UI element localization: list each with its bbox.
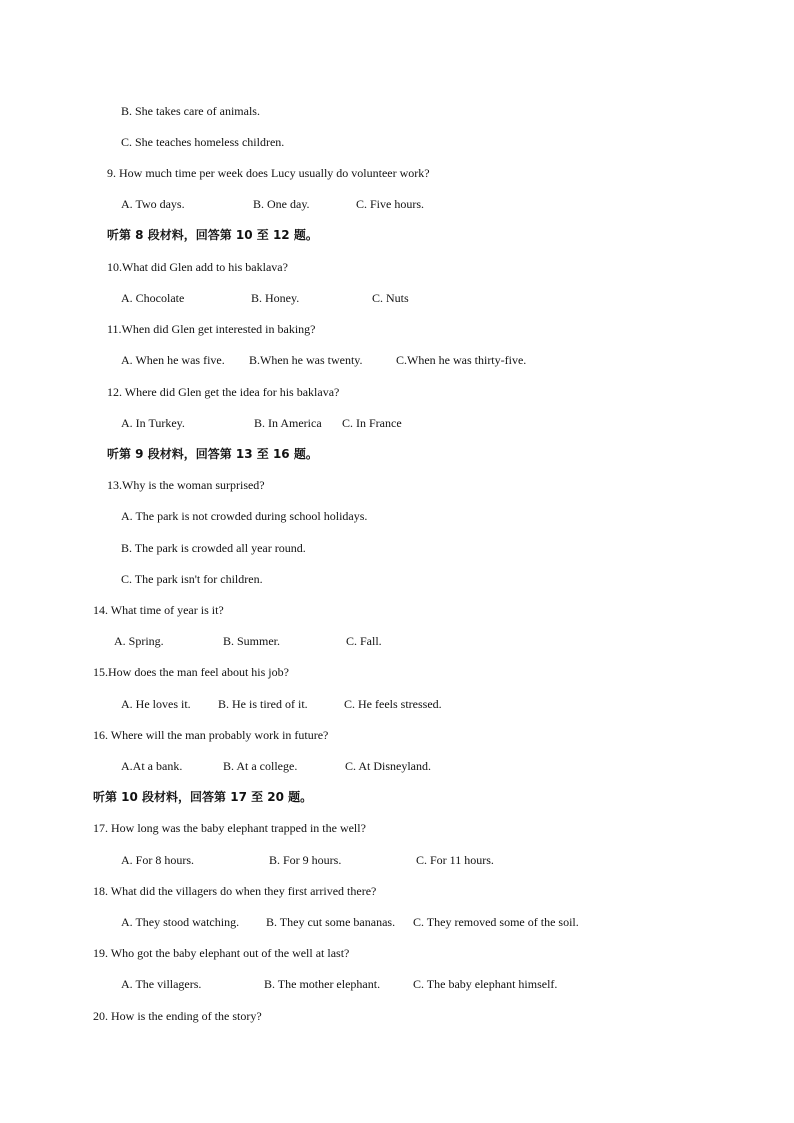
q13-option-a: A. The park is not crowded during school holidays. <box>121 509 368 523</box>
q10-stem: 10.What did Glen add to his baklava? <box>107 260 288 274</box>
q9-option-c: C. Five hours. <box>356 197 425 211</box>
q16-option-c: C. At Disneyland. <box>345 759 431 773</box>
q10-option-a: A. Chocolate <box>121 291 185 305</box>
section-8-heading: 听第 8 段材料，回答第 10 至 12 题。 <box>107 228 318 242</box>
q18-stem: 18. What did the villagers do when they first arrived there? <box>93 884 377 898</box>
q18-option-c: C. They removed some of the soil. <box>413 915 579 929</box>
q11-option-a: A. When he was five. <box>121 353 225 367</box>
q12-option-c: C. In France <box>342 416 402 430</box>
q14-stem: 14. What time of year is it? <box>93 603 224 617</box>
q17-option-b: B. For 9 hours. <box>269 853 342 867</box>
q12-option-b: B. In America <box>254 416 322 430</box>
q8-option-b: B. She takes care of animals. <box>121 104 260 118</box>
q14-option-a: A. Spring. <box>114 634 164 648</box>
q12-stem: 12. Where did Glen get the idea for his baklava? <box>107 385 340 399</box>
q15-option-c: C. He feels stressed. <box>344 697 442 711</box>
q14-option-c: C. Fall. <box>346 634 382 648</box>
q14-option-b: B. Summer. <box>223 634 281 648</box>
q19-option-c: C. The baby elephant himself. <box>413 977 558 991</box>
q16-stem: 16. Where will the man probably work in future? <box>93 728 329 742</box>
q18-option-b: B. They cut some bananas. <box>266 915 396 929</box>
q16-option-a: A.At a bank. <box>121 759 183 773</box>
q11-stem: 11.When did Glen get interested in baking? <box>107 322 316 336</box>
q19-option-a: A. The villagers. <box>121 977 202 991</box>
section-10-heading: 听第 10 段材料，回答第 17 至 20 题。 <box>93 790 313 804</box>
q9-option-a: A. Two days. <box>121 197 185 211</box>
q17-stem: 17. How long was the baby elephant trapped in the well? <box>93 821 366 835</box>
q19-option-b: B. The mother elephant. <box>264 977 381 991</box>
q19-stem: 19. Who got the baby elephant out of the well at last? <box>93 946 350 960</box>
q10-option-b: B. Honey. <box>251 291 300 305</box>
q9-option-b: B. One day. <box>253 197 310 211</box>
q11-option-c: C.When he was thirty-five. <box>396 353 527 367</box>
q13-option-c: C. The park isn't for children. <box>121 572 263 586</box>
q9-stem: 9. How much time per week does Lucy usually do volunteer work? <box>107 166 430 180</box>
q13-stem: 13.Why is the woman surprised? <box>107 478 265 492</box>
q15-stem: 15.How does the man feel about his job? <box>93 665 289 679</box>
q18-option-a: A. They stood watching. <box>121 915 240 929</box>
q10-option-c: C. Nuts <box>372 291 409 305</box>
q11-option-b: B.When he was twenty. <box>249 353 363 367</box>
q15-option-a: A. He loves it. <box>121 697 191 711</box>
q16-option-b: B. At a college. <box>223 759 298 773</box>
q17-option-c: C. For 11 hours. <box>416 853 494 867</box>
q15-option-b: B. He is tired of it. <box>218 697 308 711</box>
section-9-heading: 听第 9 段材料，回答第 13 至 16 题。 <box>107 447 318 461</box>
q13-option-b: B. The park is crowded all year round. <box>121 541 306 555</box>
q20-stem: 20. How is the ending of the story? <box>93 1009 262 1023</box>
q12-option-a: A. In Turkey. <box>121 416 185 430</box>
q17-option-a: A. For 8 hours. <box>121 853 195 867</box>
q8-option-c: C. She teaches homeless children. <box>121 135 285 149</box>
